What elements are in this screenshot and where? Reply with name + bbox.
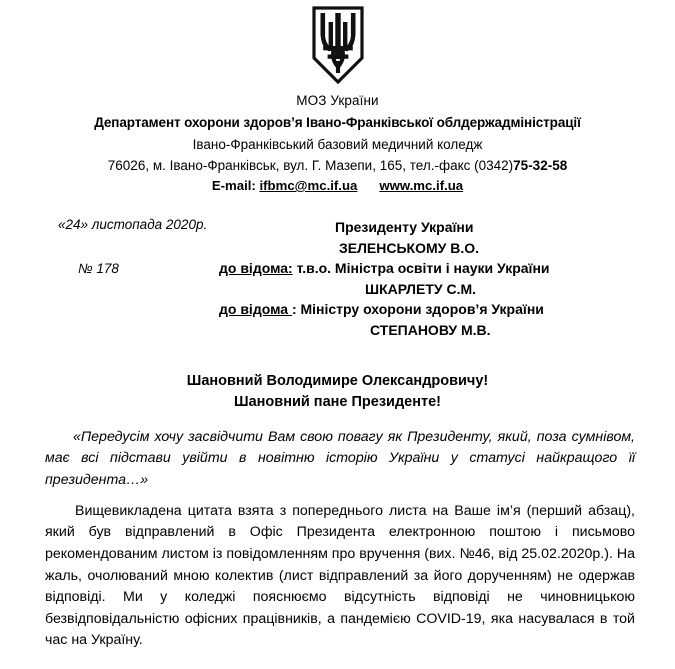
letterhead-department: Департамент охорони здоров’я Івано-Франківської облдержадміністрації: [94, 115, 581, 131]
salutation: [0, 371, 675, 413]
letterhead-address: [0, 157, 675, 174]
document-date: «24» листопада 2020р.: [58, 216, 208, 232]
ukrainian-trident-coat-of-arms-icon: [309, 6, 367, 84]
quoted-paragraph: «Передусім хочу засвідчити Вам свою повагу як Президенту, який, поза сумнівом, має всі підстави увійти в новітню історію України у статусі найкращого її президента…»: [45, 428, 635, 488]
addressee-cc-health-name: СТЕПАНОВУ М.В.: [370, 321, 491, 338]
cc-text-education: т.в.о. Міністра освіти і науки України: [292, 260, 550, 277]
document-number: № 178: [78, 260, 119, 276]
addressee-line-president-name: ЗЕЛЕНСЬКОМУ В.О.: [339, 239, 480, 256]
cc-label-education: до відома:: [219, 260, 293, 277]
body-paragraph-1: Вищевикладена цитата взята з попереднього листа на Ваше ім’я (перший абзац), який був відправлений в Офіс Президента електронною поштою і письмово рекомендованим листом із повідомленням про вручення (вих. №46, від 25.02.2020р.). На жаль, очолюваний мною колектив (лист відправлений за його дорученням) не одержав відповіді. Ми у коледжі пояснюємо відсутність відповіді не чиновницькою безвідповідальністю офісних працівників, а пандемією COVID-19, яка насувалася в той час на Україну.: [45, 502, 635, 649]
addressee-line-president: Президенту України: [335, 218, 474, 235]
letterhead-phone: 75-32-58: [513, 157, 568, 173]
letterhead-contacts: [0, 178, 675, 195]
cc-label-health: до відома: [219, 301, 292, 318]
salutation-line-2: Шановний пане Президенте!: [234, 393, 441, 410]
letterhead: [0, 92, 675, 195]
letterhead-address-text: 76026, м. Івано-Франківськ, вул. Г. Мазепи, 165, тел.-факс (0342): [107, 157, 514, 173]
email-label: E-mail:: [211, 178, 256, 194]
addressee-cc-education: [215, 258, 665, 279]
salutation-line-1: Шановний Володимире Олександровичу!: [186, 372, 489, 389]
meta-block: [0, 217, 675, 367]
addressee-block: [215, 217, 665, 340]
email-link[interactable]: ifbmc@mc.if.ua: [259, 178, 358, 194]
letterhead-institution: Івано-Франківський базовий медичний коледж: [192, 136, 483, 152]
addressee-cc-education-name: ШКАРЛЕТУ С.М.: [365, 280, 477, 297]
letterhead-ministry: МОЗ України: [296, 93, 379, 108]
website-link[interactable]: www.mc.if.ua: [379, 178, 464, 194]
emblem-container: [0, 0, 675, 84]
cc-text-health: : Міністру охорони здоров’я України: [291, 301, 544, 318]
addressee-cc-health: [215, 299, 665, 320]
